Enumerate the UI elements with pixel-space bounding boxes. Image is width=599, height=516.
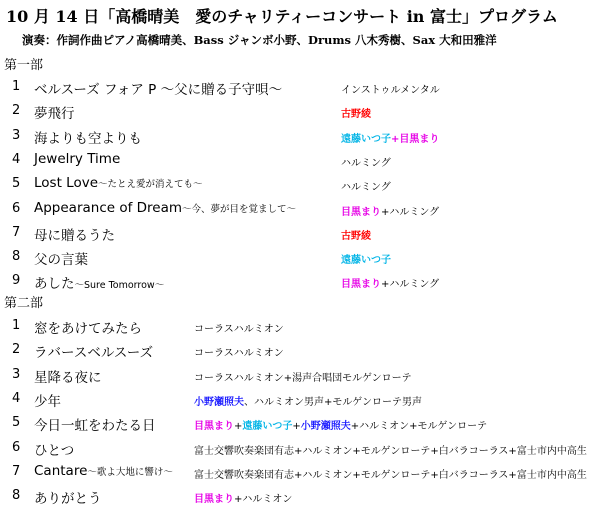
performers-subtitle: 演奏：作詞作曲ピアノ高橋晴美、Bass ジャンボ小野、Drums 八木秀樹、Sax 大和田雅洋 xyxy=(22,33,497,47)
performer-text: 富士交響吹奏楽団有志+ハルミオン+モルゲンローテ+白バラコーラス+富士市内中高生 xyxy=(194,445,587,457)
performer-text: 富士交響吹奏楽団有志+ハルミオン+モルゲンローテ+白バラコーラス+富士市内中高生 xyxy=(194,469,587,481)
program-row xyxy=(0,339,599,363)
song-title-main: 海よりも空よりも xyxy=(34,130,142,147)
item-number: 6 xyxy=(12,200,21,216)
song-title xyxy=(34,439,74,459)
item-number: 5 xyxy=(12,176,21,192)
item-number: 8 xyxy=(12,249,21,265)
song-title-main: 窓をあけてみたら xyxy=(34,321,142,337)
song-title-main: 少年 xyxy=(34,393,61,410)
part2-heading: 第二部 xyxy=(4,296,44,311)
song-title-main: Lost Love xyxy=(34,175,98,192)
program-row xyxy=(0,315,599,339)
song-title xyxy=(34,463,173,479)
part1-heading: 第一部 xyxy=(4,58,44,73)
performer-text: + xyxy=(292,421,301,433)
program-row xyxy=(0,198,599,222)
song-title xyxy=(34,414,156,434)
performer-text: ハルミング xyxy=(341,182,391,194)
performer-text: 目黒まり xyxy=(194,494,234,506)
performer-text: インストゥルメンタル xyxy=(341,85,440,96)
performers xyxy=(194,466,587,481)
performer-text: 、ハルミオン男声+モルゲンローテ男声 xyxy=(244,396,422,408)
song-title-main: ベルスーズ フォア P ～父に贈る子守唄～ xyxy=(34,82,283,98)
song-title-main: 夢飛行 xyxy=(34,106,75,123)
performers xyxy=(341,227,371,242)
song-subtitle: ～Sure Tomorrow～ xyxy=(74,280,165,292)
program-row xyxy=(0,412,599,436)
song-title xyxy=(34,200,296,216)
song-title-main: 母に贈るうた xyxy=(34,227,115,244)
performers xyxy=(341,105,371,120)
song-title-main: ラバースベルスーズ xyxy=(34,345,154,362)
song-title xyxy=(34,272,164,292)
performer-text: 目黒まり xyxy=(341,206,381,218)
song-subtitle: ～たとえ愛が消えても～ xyxy=(98,179,203,191)
performers xyxy=(341,81,440,96)
program-row xyxy=(0,125,599,149)
song-subtitle: ～歌よ大地に響け～ xyxy=(87,466,173,478)
item-number: 1 xyxy=(12,79,21,94)
performer-text: 目黒まり xyxy=(194,421,234,433)
song-title-main: Jewelry Time xyxy=(34,150,121,167)
song-title-main: Cantare xyxy=(34,462,88,479)
song-title xyxy=(34,341,153,361)
item-number: 1 xyxy=(12,318,21,333)
song-title xyxy=(34,127,142,147)
item-number: 8 xyxy=(12,488,21,504)
item-number: 5 xyxy=(12,415,21,431)
program-row xyxy=(0,76,599,100)
program-row xyxy=(0,485,599,509)
page-title: 10 月 14 日「高橋晴美 愛のチャリティーコンサート in 富士」プログラム xyxy=(6,7,558,26)
item-number: 9 xyxy=(12,273,21,289)
performers xyxy=(341,251,391,266)
item-number: 3 xyxy=(12,127,21,143)
performers xyxy=(194,393,422,408)
performers xyxy=(341,154,391,169)
song-title xyxy=(34,248,88,268)
song-title-main: 今日一虹をわたる日 xyxy=(34,418,156,435)
performers xyxy=(194,490,292,505)
program-row xyxy=(0,222,599,246)
performers xyxy=(341,275,439,290)
performers xyxy=(194,344,284,359)
performer-text: ハルミング xyxy=(341,157,391,169)
performer-text: 遠藤いつ子 xyxy=(341,255,391,267)
performers xyxy=(194,369,412,384)
item-number: 2 xyxy=(12,103,21,119)
performer-text: +ハルミオン xyxy=(234,494,293,506)
performer-text: 小野瀬照夫 xyxy=(194,396,244,408)
performer-text: コーラスハルミオン+湯声合唱団モルゲンローテ xyxy=(194,372,412,384)
item-number: 2 xyxy=(12,342,21,358)
song-title-main: ありがとう xyxy=(34,491,102,508)
performers xyxy=(341,130,439,145)
item-number: 6 xyxy=(12,439,21,455)
performer-text: + xyxy=(234,421,243,433)
performer-text: +ハルミング xyxy=(381,279,440,291)
song-title xyxy=(34,487,102,507)
song-title-main: 父の言葉 xyxy=(34,252,88,269)
song-title-main: Appearance of Dream xyxy=(34,199,183,216)
song-title xyxy=(34,175,203,191)
song-title xyxy=(34,390,61,410)
performers xyxy=(341,203,439,218)
song-subtitle: ～今、夢が目を覚まして～ xyxy=(182,203,297,215)
program-row xyxy=(0,461,599,485)
song-title xyxy=(34,78,282,98)
program-row xyxy=(0,149,599,173)
song-title-main: ひとつ xyxy=(34,442,75,459)
song-title-main: あした xyxy=(34,276,75,293)
item-number: 4 xyxy=(12,151,21,167)
performers xyxy=(194,442,587,457)
performer-text: 古野綾 xyxy=(341,109,371,121)
program-row xyxy=(0,270,599,294)
song-title-main: 星降る夜に xyxy=(34,369,102,386)
program-row xyxy=(0,173,599,197)
performer-text: 遠藤いつ子 xyxy=(242,421,293,433)
performer-text: +ハルミング xyxy=(381,206,440,218)
performer-text: コーラスハルミオン xyxy=(194,348,284,360)
song-title xyxy=(34,151,120,167)
item-number: 3 xyxy=(12,366,21,382)
item-number: 7 xyxy=(12,463,21,479)
performer-text: +ハルミオン+モルゲンローテ xyxy=(350,421,488,433)
item-number: 4 xyxy=(12,390,21,406)
song-title xyxy=(34,366,102,386)
performer-text: 小野瀬照夫 xyxy=(300,421,351,433)
performer-text: 遠藤いつ子 xyxy=(341,133,391,145)
program-row xyxy=(0,364,599,388)
performer-text: +目黒まり xyxy=(391,133,440,145)
item-number: 7 xyxy=(12,224,21,240)
song-title xyxy=(34,224,115,244)
program-row xyxy=(0,437,599,461)
program-row xyxy=(0,100,599,124)
performer-text: 古野綾 xyxy=(341,230,371,242)
song-title xyxy=(34,102,75,122)
performer-text: 目黒まり xyxy=(341,279,381,291)
performers xyxy=(194,320,284,335)
program-row xyxy=(0,388,599,412)
performer-text: コーラスハルミオン xyxy=(194,324,284,335)
program-row xyxy=(0,246,599,270)
performers xyxy=(194,417,487,432)
performers xyxy=(341,178,391,193)
song-title xyxy=(34,317,142,337)
